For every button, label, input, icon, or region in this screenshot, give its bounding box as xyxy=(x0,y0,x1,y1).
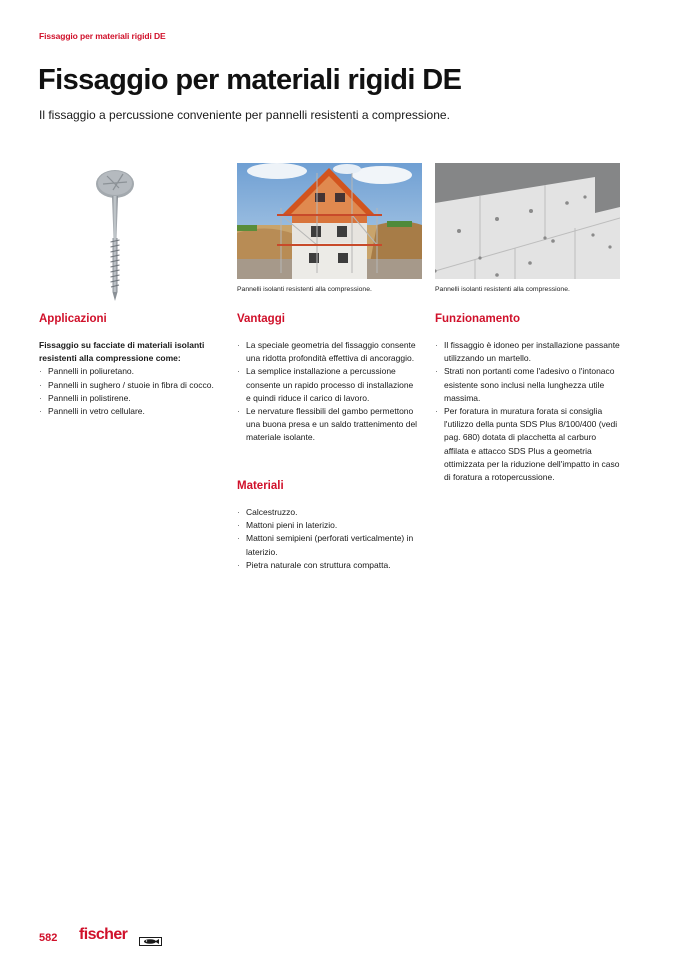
funzionamento-list xyxy=(435,339,623,484)
section-heading: Applicazioni xyxy=(39,313,107,325)
list-item: · Mattoni pieni in laterizio. xyxy=(237,519,419,532)
section-vantaggi xyxy=(237,313,419,445)
section-heading: Funzionamento xyxy=(435,313,520,325)
list-item: · La speciale geometria del fissaggio consente una ridotta profondità effettiva di ancoraggio. xyxy=(237,339,419,365)
section-materiali xyxy=(237,480,419,572)
page-title: Fissaggio per materiali rigidi DE xyxy=(38,64,462,96)
section-lead: Fissaggio su facciate di materiali isolanti resistenti alla compressione come: xyxy=(39,340,205,364)
list-item: · La semplice installazione a percussione consente un rapido processo di installazione e quindi riduce il carico di lavoro. xyxy=(237,365,419,405)
section-heading: Vantaggi xyxy=(237,313,285,325)
fischer-fish-logo-icon xyxy=(139,933,162,942)
list-item: · Pannelli in vetro cellulare. xyxy=(39,405,221,418)
list-item: · Per foratura in muratura forata si consiglia l'utilizzo della punta SDS Plus 8/100/400 (vedi pag. 680) dotata di placchetta al carburo affilata e attacco SDS Plus a geometria ottimizzata per la riduzione dell'impatto in caso di foratura a rotopercussione. xyxy=(435,405,623,484)
list-item: · Mattoni semipieni (perforati verticalmente) in laterizio. xyxy=(237,532,419,558)
insulation-panels-photo xyxy=(435,163,620,279)
list-item: · Pietra naturale con struttura compatta. xyxy=(237,559,419,572)
list-item: · Le nervature flessibili del gambo permettono una buona presa e un saldo trattenimento del materiale isolante. xyxy=(237,405,419,445)
section-applicazioni xyxy=(39,313,221,418)
applicazioni-list xyxy=(39,365,221,418)
list-item: · Strati non portanti come l'adesivo o l'intonaco esistente sono inclusi nella lunghezza utile massima. xyxy=(435,365,623,405)
page-subtitle: Il fissaggio a percussione conveniente per pannelli resistenti a compressione. xyxy=(39,108,450,122)
house-construction-photo xyxy=(237,163,422,279)
vantaggi-list xyxy=(237,339,419,445)
list-item: · Pannelli in poliuretano. xyxy=(39,365,221,378)
section-heading: Materiali xyxy=(237,480,284,492)
insulation-anchor-image xyxy=(95,160,135,302)
materiali-list xyxy=(237,506,419,572)
list-item: · Pannelli in sughero / stuoie in fibra di cocco. xyxy=(39,379,221,392)
page-number: 582 xyxy=(39,932,58,944)
photo-caption: Pannelli isolanti resistenti alla compressione. xyxy=(435,286,570,293)
breadcrumb: Fissaggio per materiali rigidi DE xyxy=(39,31,166,41)
list-item: · Calcestruzzo. xyxy=(237,506,419,519)
brand-logo: fischer xyxy=(79,926,128,943)
list-item: · Il fissaggio è idoneo per installazione passante utilizzando un martello. xyxy=(435,339,623,365)
photo-caption: Pannelli isolanti resistenti alla compressione. xyxy=(237,286,372,293)
section-funzionamento xyxy=(435,313,623,484)
list-item: · Pannelli in polistirene. xyxy=(39,392,221,405)
